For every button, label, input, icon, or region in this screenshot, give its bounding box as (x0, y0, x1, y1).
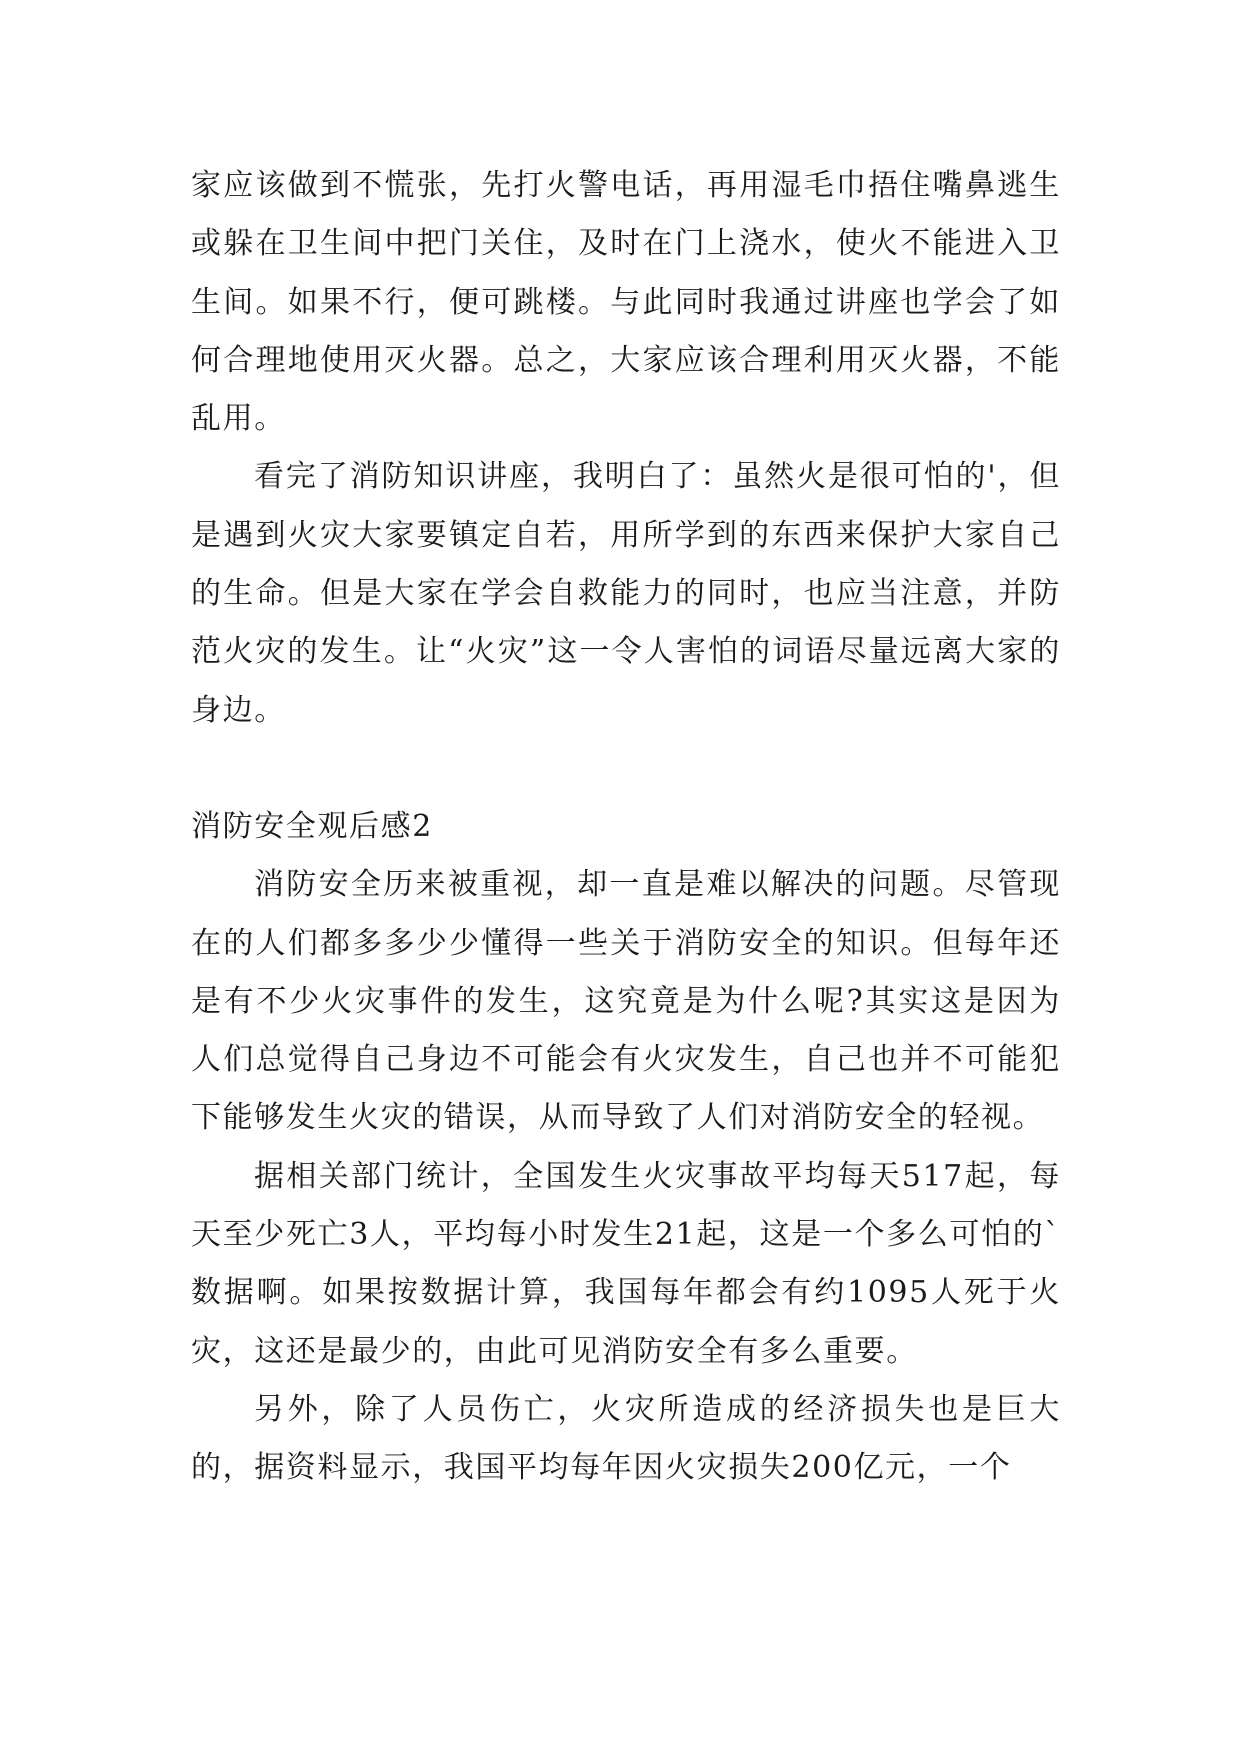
document-body (191, 157, 1061, 1498)
section-title: 消防安全观后感2 (191, 808, 433, 844)
paragraph-economic-loss: 另外，除了人员伤亡，火灾所造成的经济损失也是巨大的，据资料显示，我国平均每年因火灾损失200亿元，一个 (191, 1391, 1061, 1486)
paragraph-continued: 家应该做到不慌张，先打火警电话，再用湿毛巾捂住嘴鼻逃生或躲在卫生间中把门关住，及时在门上浇水，使火不能进入卫生间。如果不行，便可跳楼。与此同时我通过讲座也学会了如何合理地使用灭火器。总之，大家应该合理利用灭火器，不能乱用。 (191, 168, 1061, 437)
paragraph-lecture-reflection: 看完了消防知识讲座，我明白了：虽然火是很可怕的'，但是遇到火灾大家要镇定自若，用所学到的东西来保护大家自己的生命。但是大家在学会自救能力的同时，也应当注意，并防范火灾的发生。让“火灾”这一令人害怕的词语尽量远离大家的身边。 (191, 459, 1061, 728)
paragraph-fire-safety-neglect: 消防安全历来被重视，却一直是难以解决的问题。尽管现在的人们都多多少少懂得一些关于消防安全的知识。但每年还是有不少火灾事件的发生，这究竟是为什么呢?其实这是因为人们总觉得自己身边不可能会有火灾发生，自己也并不可能犯下能够发生火灾的错误，从而导致了人们对消防安全的轻视。 (191, 867, 1061, 1136)
paragraph-fire-statistics: 据相关部门统计，全国发生火灾事故平均每天517起，每天至少死亡3人，平均每小时发生21起，这是一个多么可怕的`数据啊。如果按数据计算，我国每年都会有约1095人死于火灾，这还是最少的，由此可见消防安全有多么重要。 (191, 1158, 1061, 1369)
section-spacer (191, 740, 1061, 798)
